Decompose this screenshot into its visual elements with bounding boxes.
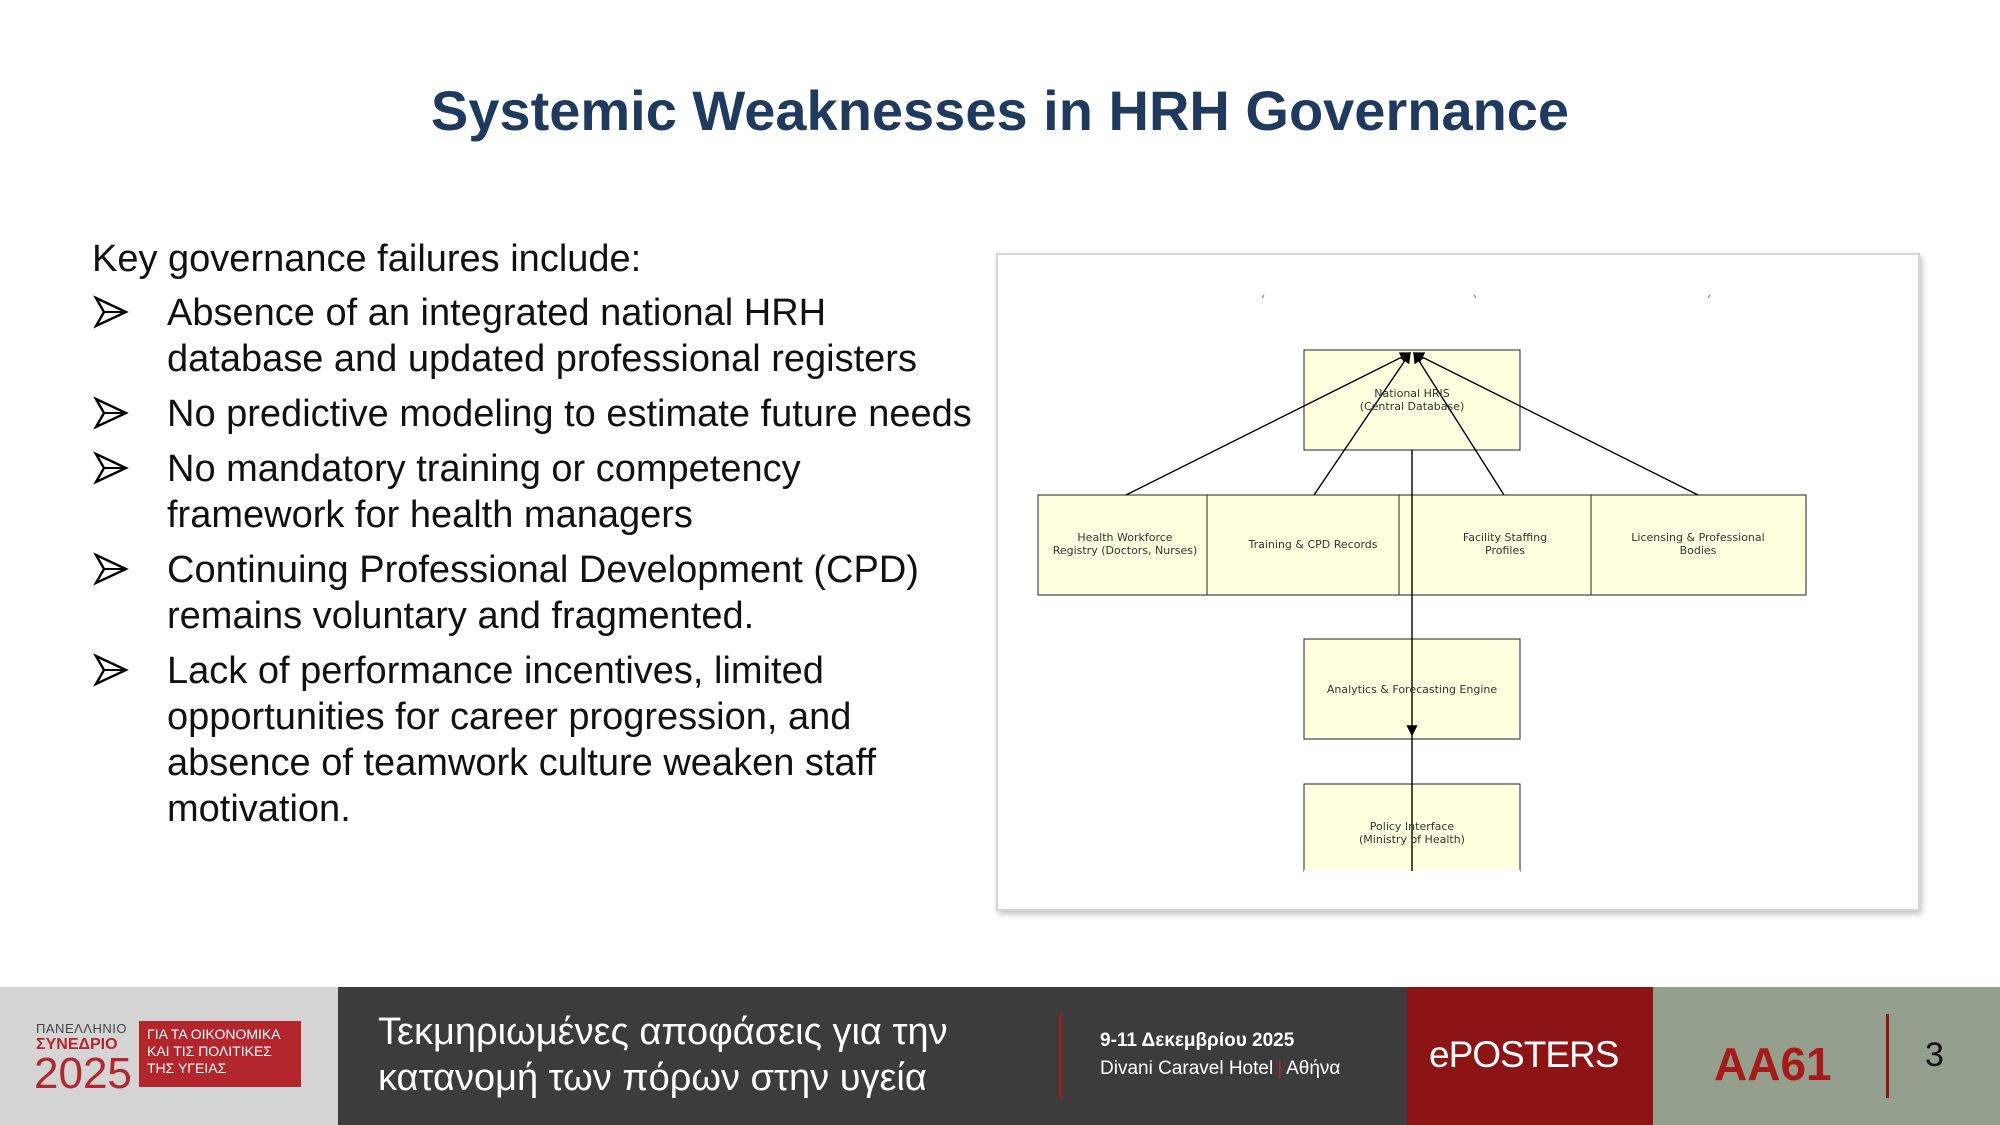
bullet-text: Lack of performance incentives, limited opportunities for career progression, and absence of teamwork culture weaken staff motivation.: [167, 650, 877, 830]
footer-main-panel: [338, 987, 1407, 1125]
logo-red-box: [139, 1021, 301, 1087]
diagram-frame: [996, 253, 1920, 911]
logo-box-line: ΓΙΑ ΤΑ ΟΙΚΟΝΟΜΙΚΑ: [147, 1026, 281, 1042]
footer-divider: [1059, 1014, 1062, 1098]
figure-tick-mark: [1708, 295, 1710, 298]
poster-code: AA61: [1714, 1038, 1832, 1090]
source-node-label: Licensing & Professional: [1631, 531, 1765, 544]
list-item: [92, 290, 972, 382]
source-node-sublabel: Bodies: [1679, 544, 1717, 557]
hris-flow-diagram: [998, 255, 1918, 909]
list-item: [92, 648, 972, 832]
source-node-label: Training & CPD Records: [1248, 538, 1378, 551]
footer-tagline: Τεκμηριωμένες αποφάσεις για την κατανομή των πόρων στην υγεία: [378, 1011, 948, 1099]
venue-separator: |: [1277, 1058, 1283, 1079]
page-number: 3: [1925, 1036, 1944, 1074]
logo-box-line: ΚΑΙ ΤΙΣ ΠΟΛΙΤΙΚΕΣ: [147, 1043, 272, 1059]
arrowhead-bullet-icon: [92, 292, 132, 332]
intro-text: Key governance failures include:: [92, 238, 642, 280]
bullet-text: Absence of an integrated national HRH database and updated professional registers: [167, 292, 917, 380]
list-item: [92, 391, 972, 437]
body-text: [92, 236, 972, 841]
policy-node-label: Policy Interface: [1369, 820, 1455, 833]
event-venue: [1100, 1058, 1340, 1080]
source-node-label: Facility Staffing: [1462, 531, 1548, 544]
arrowhead-bullet-icon: [92, 650, 132, 690]
eposters-label: ePOSTERS: [1429, 1034, 1619, 1075]
footer-banner: [0, 987, 2000, 1125]
venue-city: Αθήνα: [1286, 1058, 1341, 1079]
source-node-label: Health Workforce: [1077, 531, 1173, 544]
central-node-sublabel: (Central Database): [1359, 400, 1465, 413]
policy-node-sublabel: (Ministry of Health): [1359, 833, 1465, 846]
bullet-text: Continuing Professional Development (CPD) remains voluntary and fragmented.: [167, 549, 919, 637]
bullet-text: No mandatory training or competency framework for health managers: [167, 448, 801, 536]
bullet-list: [92, 290, 972, 832]
logo-box-line: ΤΗΣ ΥΓΕΙΑΣ: [147, 1060, 227, 1076]
source-node-sublabel: Profiles: [1485, 544, 1525, 557]
poster-code-panel: [1653, 987, 2000, 1125]
event-date: 9-11 Δεκεμβρίου 2025: [1100, 1030, 1295, 1051]
venue-name: Divani Caravel Hotel: [1100, 1058, 1274, 1079]
logo-small-text: ΠΑΝΕΛΛΗΝΙΟ: [36, 1021, 127, 1036]
arrowhead-bullet-icon: [92, 448, 132, 488]
arrowhead-bullet-icon: [92, 393, 132, 433]
list-item: [92, 547, 972, 639]
conference-logo: [0, 987, 338, 1125]
code-divider: [1886, 1014, 1889, 1098]
list-item: [92, 446, 972, 538]
source-node-sublabel: Registry (Doctors, Nurses): [1052, 544, 1198, 557]
slide-title: Systemic Weaknesses in HRH Governance: [430, 79, 1570, 142]
logo-year: 2025: [34, 1049, 132, 1098]
figure-tick-mark: [1262, 295, 1264, 298]
central-node-label: National HRIS: [1374, 387, 1450, 400]
eposters-panel: [1407, 987, 1653, 1125]
arrowhead-bullet-icon: [92, 549, 132, 589]
logo-mid-text: ΣΥΝΕΔΡΙΟ: [36, 1036, 118, 1053]
analytics-node-label: Analytics & Forecasting Engine: [1326, 683, 1498, 696]
bullet-text: No predictive modeling to estimate future needs: [167, 393, 972, 435]
figure-tick-mark: [1474, 295, 1476, 298]
